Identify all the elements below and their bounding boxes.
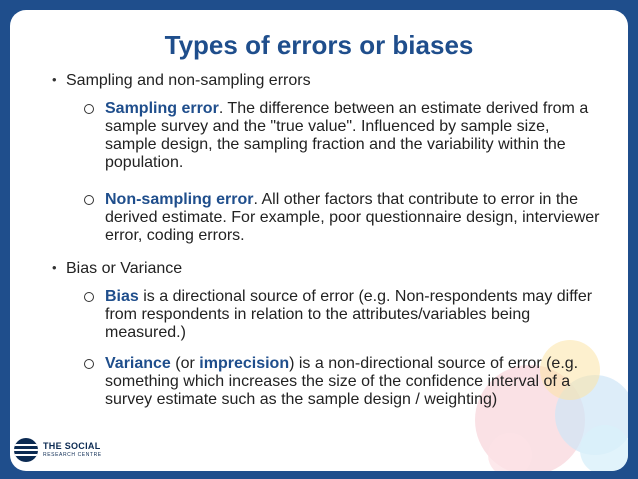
term-secondary: imprecision (199, 355, 290, 372)
description: . The difference between an estimate derived from a sample survey and the "true value". Influenced by sample size, sample design, the sampling fraction and the variability within the population. (105, 100, 589, 171)
term: Sampling error (105, 100, 219, 117)
logo-line2: RESEARCH CENTRE (43, 452, 102, 458)
logo (14, 438, 102, 462)
sub-item-non-sampling-error (105, 191, 605, 245)
logo-mark-icon (14, 438, 38, 462)
circle-bullet-icon (84, 104, 94, 114)
sub-item-bias (105, 288, 605, 342)
circle-bullet-icon (84, 292, 94, 302)
description: is a directional source of error (e.g. Non-respondents may differ from respondents in relation to the attributes/variables being measured.) (105, 288, 593, 341)
circle-bullet-icon (84, 359, 94, 369)
slide-title: Types of errors or biases (164, 30, 474, 60)
slide (10, 10, 628, 471)
sub-item-sampling-error (105, 100, 605, 172)
description: ) is a non-directional source of error (e.g. something which increases the size of the confidence interval of a survey estimate such as the sample design / weighting) (105, 355, 579, 408)
term: Variance (105, 355, 171, 372)
logo-line1: THE SOCIAL (43, 441, 101, 451)
bullet-dot-icon: • (52, 72, 57, 87)
bullet-text: Sampling and non-sampling errors (66, 72, 311, 89)
text-fragment: (or (170, 355, 200, 372)
description: . All other factors that contribute to error in the derived estimate. For example, poor questionnaire design, interviewer error, coding errors. (105, 191, 600, 244)
bullet-bias-variance (52, 260, 183, 278)
sub-item-variance (105, 355, 605, 409)
bullet-text: Bias or Variance (66, 260, 183, 277)
term: Non-sampling error (105, 191, 254, 208)
term: Bias (105, 288, 139, 305)
bullet-sampling (52, 72, 311, 90)
bullet-dot-icon: • (52, 260, 57, 275)
circle-bullet-icon (84, 195, 94, 205)
